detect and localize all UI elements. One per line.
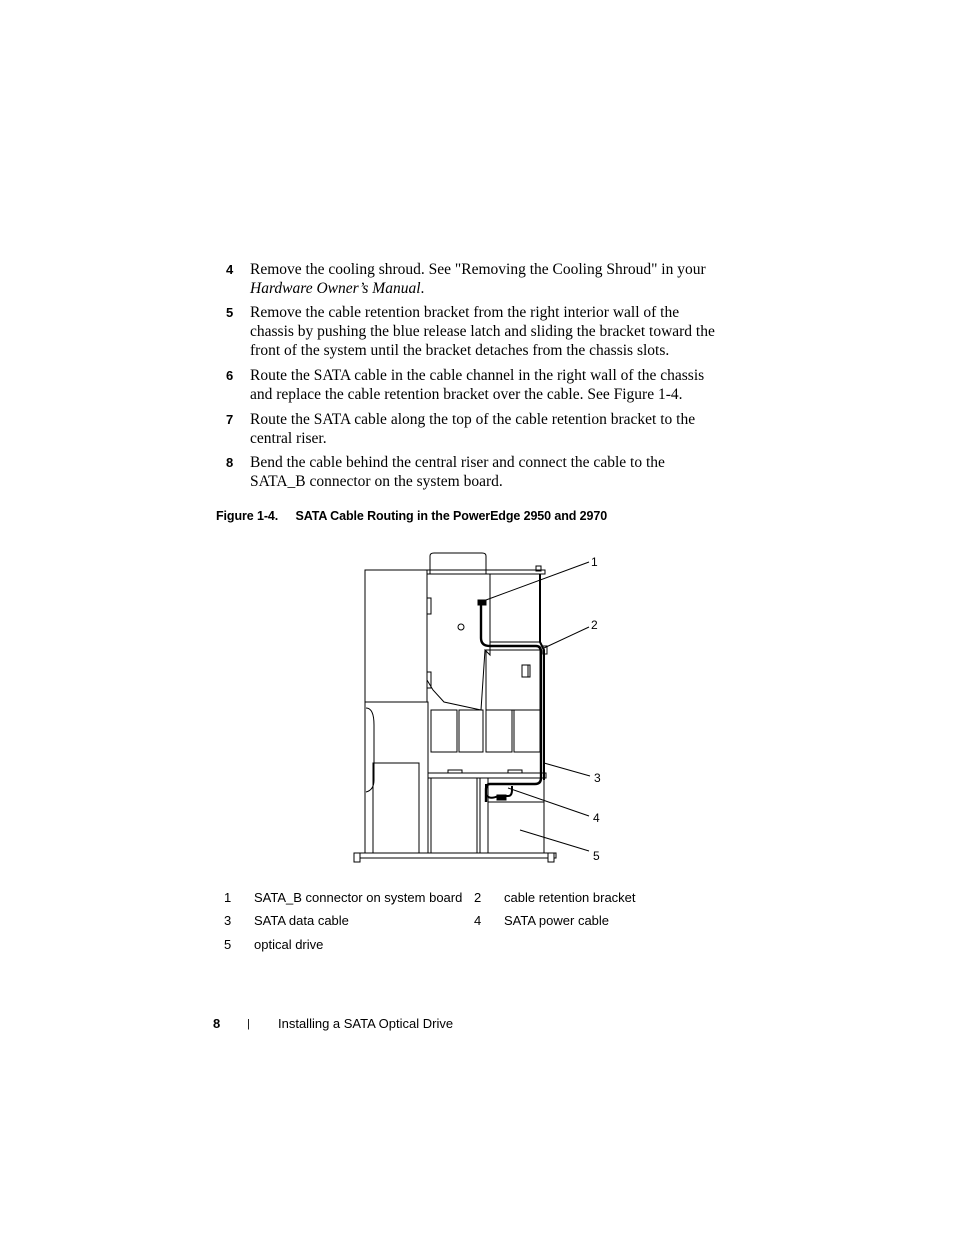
step-text: Route the SATA cable in the cable channel in the right wall of the chassis and replace the cable retention bracket over the cable. See Figure 1-4. xyxy=(250,367,705,403)
step-text: Bend the cable behind the central riser and connect the cable to the SATA_B connector on the system board. xyxy=(250,454,665,490)
riser-connector xyxy=(522,665,530,677)
figure-label: Figure 1-4. xyxy=(216,509,279,523)
psu-upper xyxy=(365,570,427,702)
sata-b-connector xyxy=(478,600,486,605)
drive-bay-4 xyxy=(514,710,540,752)
leader-1 xyxy=(486,562,589,600)
leader-5 xyxy=(520,830,589,851)
figure-title: SATA Cable Routing in the PowerEdge 2950 and 2970 xyxy=(295,509,608,523)
psu-module xyxy=(373,763,419,853)
legend-num: 1 xyxy=(224,890,232,905)
step-text: Remove the cooling shroud. See "Removing the Cooling Shroud" in your Hardware Owner’s Manual. xyxy=(250,261,706,297)
step-text: Route the SATA cable along the top of the cable retention bracket to the central riser. xyxy=(250,411,696,447)
base-foot-right xyxy=(548,853,554,862)
optical-drive-bay xyxy=(488,778,544,802)
leader-3 xyxy=(544,763,590,776)
step-number: 4 xyxy=(226,262,234,277)
hdd-lower-left xyxy=(431,778,477,853)
footer-separator: | xyxy=(247,1018,250,1030)
optical-drive xyxy=(488,802,544,853)
riser-middle xyxy=(486,650,540,710)
legend-num: 2 xyxy=(474,890,482,905)
manual-title: Hardware Owner’s Manual xyxy=(250,280,421,297)
legend-num: 3 xyxy=(224,913,232,928)
step-number: 7 xyxy=(226,412,234,427)
top-handle xyxy=(430,553,486,574)
drive-bay-3 xyxy=(486,710,512,752)
shroud-clip-top xyxy=(427,598,431,614)
callout-1: 1 xyxy=(591,555,598,569)
sata-cable-routing-diagram xyxy=(340,540,630,870)
tray-tab-left xyxy=(448,770,462,773)
step-number: 8 xyxy=(226,455,234,470)
callout-5: 5 xyxy=(593,849,600,863)
footer-section-title: Installing a SATA Optical Drive xyxy=(278,1016,454,1031)
drive-bay-2 xyxy=(459,710,483,752)
legend-label: SATA power cable xyxy=(504,913,610,928)
legend-num: 4 xyxy=(474,913,482,928)
chassis-base xyxy=(354,853,556,858)
drive-tray xyxy=(428,773,546,778)
legend-num: 5 xyxy=(224,937,232,952)
drive-bay-1 xyxy=(431,710,457,752)
callout-3: 3 xyxy=(594,771,601,785)
legend-label: optical drive xyxy=(254,937,324,952)
step-number: 5 xyxy=(226,305,234,320)
tray-tab-right xyxy=(508,770,522,773)
step-number: 6 xyxy=(226,368,234,383)
shroud-latch xyxy=(458,624,464,630)
page-number: 8 xyxy=(213,1016,221,1031)
base-foot-left xyxy=(354,853,360,862)
riser-upper xyxy=(490,574,540,642)
figure-caption xyxy=(216,509,607,523)
legend-label: cable retention bracket xyxy=(504,890,636,905)
step-text: Remove the cable retention bracket from the right interior wall of the chassis by pushing the blue release latch and sliding the bracket toward the front of the system until the bracket detaches from the chassis slots. xyxy=(250,304,715,359)
callout-4: 4 xyxy=(593,811,600,825)
legend-label: SATA data cable xyxy=(254,913,349,928)
legend-label: SATA_B connector on system board xyxy=(254,890,463,905)
power-connector xyxy=(497,795,506,800)
leader-2 xyxy=(544,627,589,648)
callout-2: 2 xyxy=(591,618,598,632)
